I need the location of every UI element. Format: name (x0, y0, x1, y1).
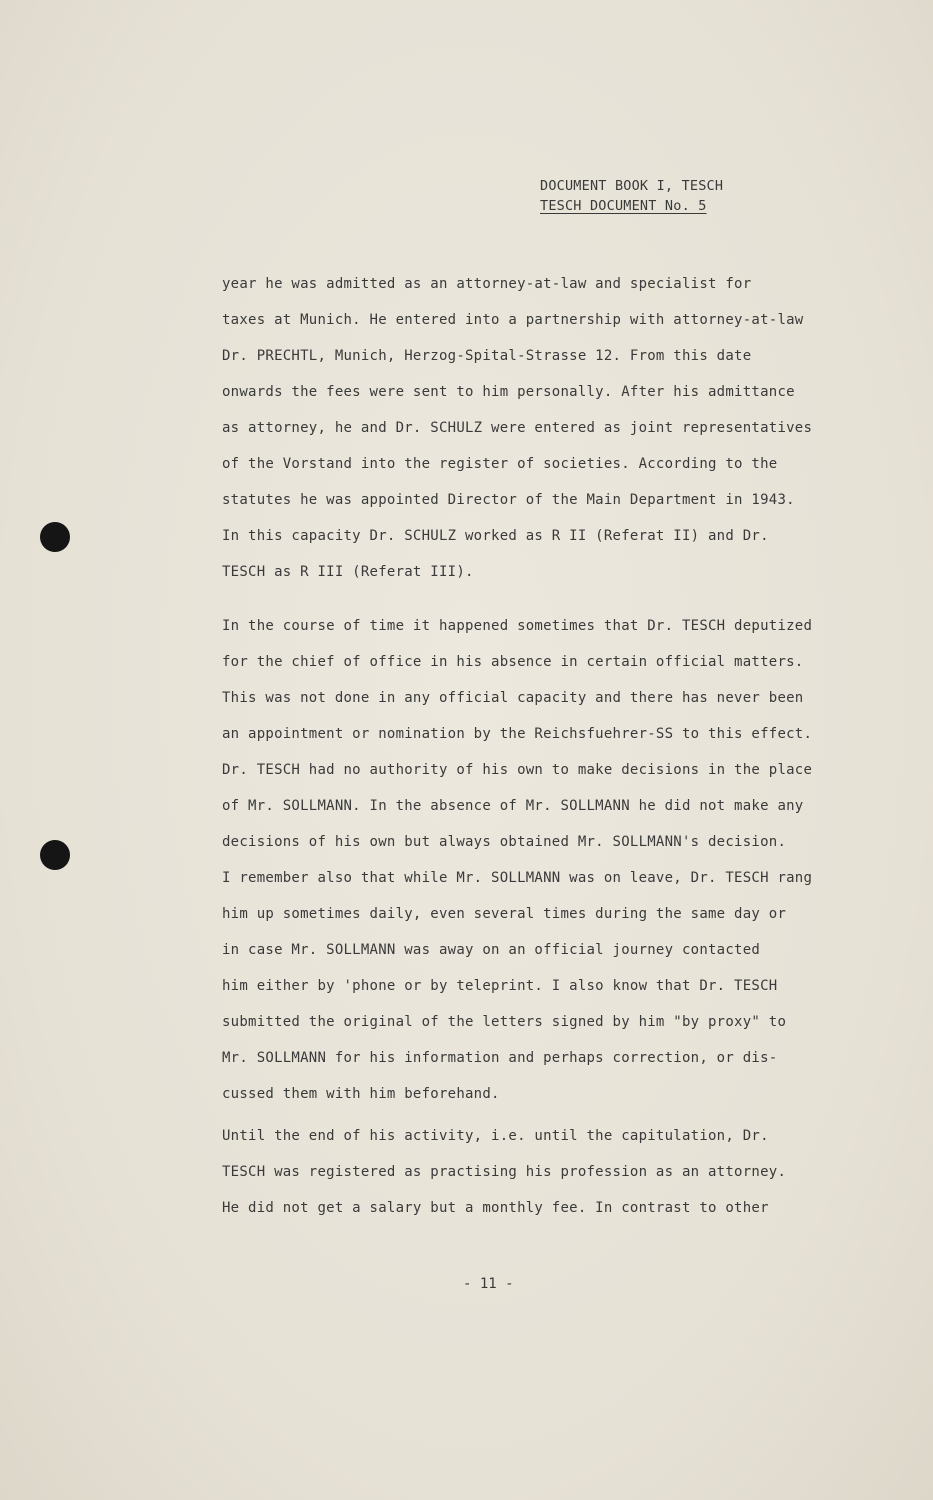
header-book-line: DOCUMENT BOOK I, TESCH (540, 178, 724, 194)
paragraph-1 (222, 266, 892, 590)
text-line: This was not done in any official capacity and there has never been (222, 690, 804, 706)
text-line: TESCH was registered as practising his profession as an attorney. (222, 1164, 787, 1180)
text-line: taxes at Munich. He entered into a partnership with attorney-at-law (222, 312, 804, 328)
text-line: in case Mr. SOLLMANN was away on an official journey contacted (222, 942, 761, 958)
text-line: him up sometimes daily, even several times during the same day or (222, 906, 787, 922)
text-line: as attorney, he and Dr. SCHULZ were entered as joint representatives (222, 420, 813, 436)
text-line: Dr. PRECHTL, Munich, Herzog-Spital-Strasse 12. From this date (222, 348, 752, 364)
page-number: - 11 - (463, 1276, 514, 1292)
paragraph-2 (222, 608, 892, 1112)
text-line: cussed them with him beforehand. (222, 1086, 500, 1102)
punch-hole-bottom (40, 840, 70, 870)
text-line: of the Vorstand into the register of societies. According to the (222, 456, 778, 472)
document-header (540, 176, 770, 216)
text-line: an appointment or nomination by the Reichsfuehrer-SS to this effect. (222, 726, 813, 742)
text-line: decisions of his own but always obtained Mr. SOLLMANN's decision. (222, 834, 787, 850)
text-line: Mr. SOLLMANN for his information and perhaps correction, or dis- (222, 1050, 778, 1066)
text-line: In this capacity Dr. SCHULZ worked as R II (Referat II) and Dr. (222, 528, 769, 544)
paragraph-3 (222, 1118, 892, 1226)
punch-hole-top (40, 522, 70, 552)
text-line: submitted the original of the letters signed by him "by proxy" to (222, 1014, 787, 1030)
text-line: In the course of time it happened sometimes that Dr. TESCH deputized (222, 618, 813, 634)
text-line: Dr. TESCH had no authority of his own to make decisions in the place (222, 762, 813, 778)
text-line: year he was admitted as an attorney-at-law and specialist for (222, 276, 752, 292)
text-line: He did not get a salary but a monthly fee. In contrast to other (222, 1200, 769, 1216)
text-line: Until the end of his activity, i.e. until the capitulation, Dr. (222, 1128, 769, 1144)
text-line: of Mr. SOLLMANN. In the absence of Mr. SOLLMANN he did not make any (222, 798, 804, 814)
text-line: TESCH as R III (Referat III). (222, 564, 474, 580)
text-line: onwards the fees were sent to him personally. After his admittance (222, 384, 795, 400)
text-line: statutes he was appointed Director of the Main Department in 1943. (222, 492, 795, 508)
header-document-line: TESCH DOCUMENT No. 5 (540, 198, 707, 214)
text-line: for the chief of office in his absence in certain official matters. (222, 654, 804, 670)
text-line: I remember also that while Mr. SOLLMANN was on leave, Dr. TESCH rang (222, 870, 813, 886)
text-line: him either by 'phone or by teleprint. I also know that Dr. TESCH (222, 978, 778, 994)
